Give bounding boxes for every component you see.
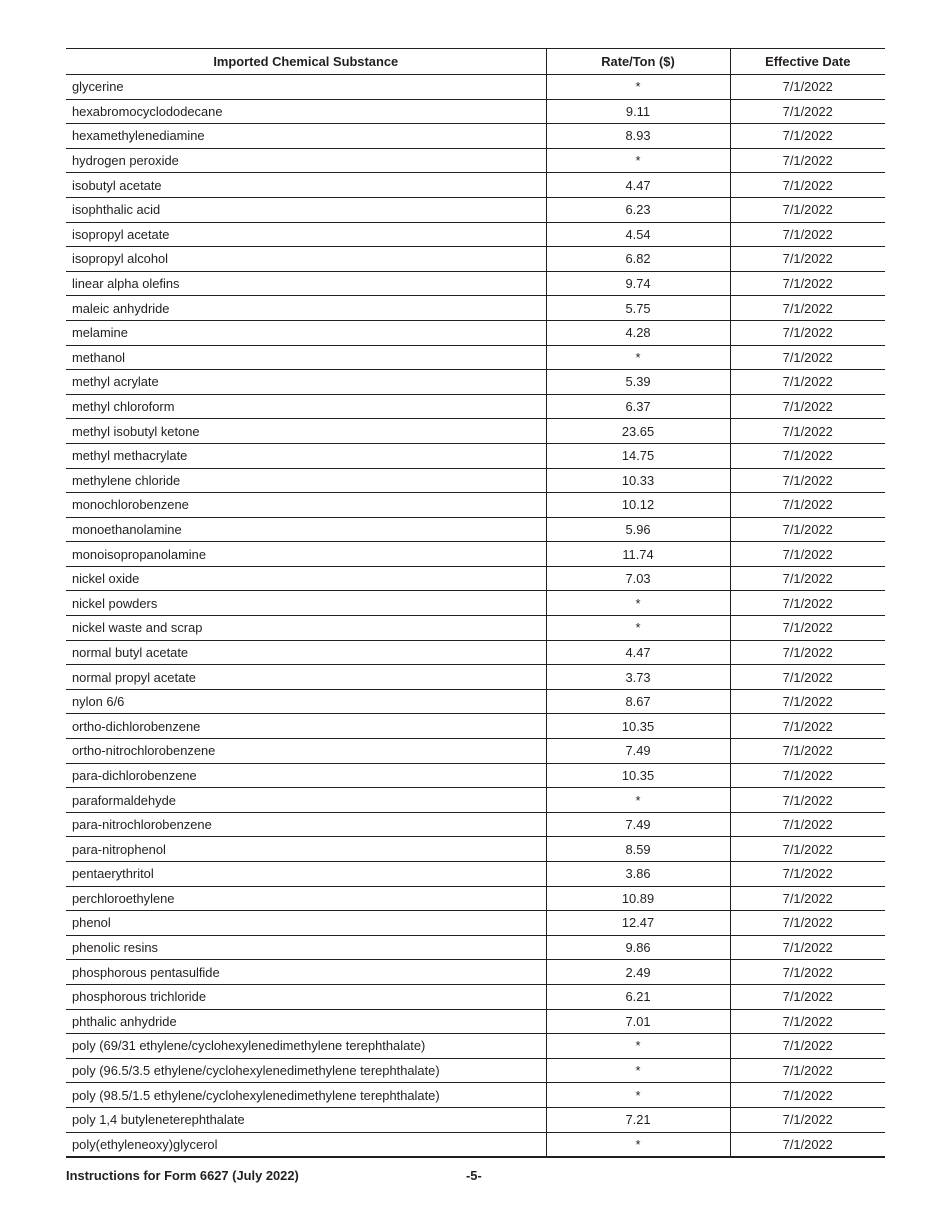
- date-cell: 7/1/2022: [730, 689, 885, 714]
- date-cell: 7/1/2022: [730, 886, 885, 911]
- table-row: [66, 271, 885, 296]
- table-header-row: [66, 49, 885, 75]
- rate-cell: 7.49: [546, 812, 730, 837]
- table-row: [66, 812, 885, 837]
- table-row: [66, 935, 885, 960]
- rate-cell: *: [546, 148, 730, 173]
- date-cell: 7/1/2022: [730, 148, 885, 173]
- substance-cell: poly(ethyleneoxy)glycerol: [66, 1132, 546, 1157]
- table-row: [66, 443, 885, 468]
- substance-cell: ortho-nitrochlorobenzene: [66, 739, 546, 764]
- table-row: [66, 148, 885, 173]
- table-row: [66, 468, 885, 493]
- date-cell: 7/1/2022: [730, 739, 885, 764]
- rate-cell: *: [546, 788, 730, 813]
- table-row: [66, 99, 885, 124]
- rate-cell: *: [546, 345, 730, 370]
- table-body: [66, 75, 885, 1158]
- date-cell: 7/1/2022: [730, 394, 885, 419]
- substance-cell: ortho-dichlorobenzene: [66, 714, 546, 739]
- rate-cell: 10.33: [546, 468, 730, 493]
- table-row: [66, 689, 885, 714]
- date-cell: 7/1/2022: [730, 812, 885, 837]
- rate-cell: 3.73: [546, 665, 730, 690]
- date-cell: 7/1/2022: [730, 247, 885, 272]
- rate-cell: 14.75: [546, 443, 730, 468]
- footer-page-number: -5-: [466, 1168, 482, 1183]
- rate-cell: 23.65: [546, 419, 730, 444]
- rate-cell: *: [546, 1034, 730, 1059]
- date-cell: 7/1/2022: [730, 837, 885, 862]
- substance-cell: methyl acrylate: [66, 370, 546, 395]
- date-cell: 7/1/2022: [730, 911, 885, 936]
- date-cell: 7/1/2022: [730, 763, 885, 788]
- rate-cell: 4.28: [546, 320, 730, 345]
- rate-cell: 7.21: [546, 1107, 730, 1132]
- date-cell: 7/1/2022: [730, 665, 885, 690]
- date-cell: 7/1/2022: [730, 345, 885, 370]
- table-row: [66, 862, 885, 887]
- table-row: [66, 1034, 885, 1059]
- table-row: [66, 566, 885, 591]
- date-cell: 7/1/2022: [730, 862, 885, 887]
- substance-cell: phenolic resins: [66, 935, 546, 960]
- rate-cell: 7.03: [546, 566, 730, 591]
- substance-cell: normal propyl acetate: [66, 665, 546, 690]
- substance-cell: poly (96.5/3.5 ethylene/cyclohexylenedimethylene terephthalate): [66, 1058, 546, 1083]
- substance-cell: para-nitrophenol: [66, 837, 546, 862]
- rate-cell: 8.93: [546, 124, 730, 149]
- table-row: [66, 1083, 885, 1108]
- rate-cell: 5.96: [546, 517, 730, 542]
- date-cell: 7/1/2022: [730, 296, 885, 321]
- substance-cell: nickel waste and scrap: [66, 616, 546, 641]
- date-cell: 7/1/2022: [730, 271, 885, 296]
- date-cell: 7/1/2022: [730, 320, 885, 345]
- rate-cell: 11.74: [546, 542, 730, 567]
- rate-cell: 10.35: [546, 714, 730, 739]
- date-cell: 7/1/2022: [730, 616, 885, 641]
- date-cell: 7/1/2022: [730, 468, 885, 493]
- rate-cell: 2.49: [546, 960, 730, 985]
- rate-cell: 10.12: [546, 493, 730, 518]
- table-row: [66, 665, 885, 690]
- table-row: [66, 197, 885, 222]
- table-row: [66, 763, 885, 788]
- rate-cell: 8.67: [546, 689, 730, 714]
- substance-cell: glycerine: [66, 75, 546, 100]
- rate-cell: 3.86: [546, 862, 730, 887]
- rate-cell: 4.47: [546, 173, 730, 198]
- rate-cell: 10.89: [546, 886, 730, 911]
- date-cell: 7/1/2022: [730, 1034, 885, 1059]
- rate-cell: 9.86: [546, 935, 730, 960]
- table-row: [66, 960, 885, 985]
- substance-cell: monochlorobenzene: [66, 493, 546, 518]
- substance-cell: poly 1,4 butyleneterephthalate: [66, 1107, 546, 1132]
- date-cell: 7/1/2022: [730, 1107, 885, 1132]
- substance-cell: isobutyl acetate: [66, 173, 546, 198]
- footer-form-title: Instructions for Form 6627 (July 2022): [66, 1168, 299, 1183]
- table-row: [66, 173, 885, 198]
- date-cell: 7/1/2022: [730, 1009, 885, 1034]
- table-row: [66, 124, 885, 149]
- substance-cell: monoisopropanolamine: [66, 542, 546, 567]
- date-cell: 7/1/2022: [730, 173, 885, 198]
- table-row: [66, 1107, 885, 1132]
- table-row: [66, 394, 885, 419]
- date-cell: 7/1/2022: [730, 75, 885, 100]
- rate-cell: 9.74: [546, 271, 730, 296]
- substance-cell: isopropyl acetate: [66, 222, 546, 247]
- rate-cell: *: [546, 1132, 730, 1157]
- date-cell: 7/1/2022: [730, 935, 885, 960]
- date-cell: 7/1/2022: [730, 984, 885, 1009]
- date-cell: 7/1/2022: [730, 1083, 885, 1108]
- header-date: Effective Date: [730, 49, 885, 75]
- table-row: [66, 493, 885, 518]
- rate-cell: *: [546, 616, 730, 641]
- date-cell: 7/1/2022: [730, 493, 885, 518]
- rate-cell: 10.35: [546, 763, 730, 788]
- table-row: [66, 788, 885, 813]
- substance-cell: para-dichlorobenzene: [66, 763, 546, 788]
- date-cell: 7/1/2022: [730, 517, 885, 542]
- substance-cell: phosphorous pentasulfide: [66, 960, 546, 985]
- substance-cell: normal butyl acetate: [66, 640, 546, 665]
- substance-cell: poly (69/31 ethylene/cyclohexylenedimethylene terephthalate): [66, 1034, 546, 1059]
- table-row: [66, 640, 885, 665]
- substance-cell: isopropyl alcohol: [66, 247, 546, 272]
- header-rate: Rate/Ton ($): [546, 49, 730, 75]
- date-cell: 7/1/2022: [730, 1058, 885, 1083]
- substance-cell: phosphorous trichloride: [66, 984, 546, 1009]
- rate-cell: 12.47: [546, 911, 730, 936]
- substance-cell: para-nitrochlorobenzene: [66, 812, 546, 837]
- table-row: [66, 984, 885, 1009]
- rate-cell: 6.23: [546, 197, 730, 222]
- table-row: [66, 837, 885, 862]
- date-cell: 7/1/2022: [730, 370, 885, 395]
- table-row: [66, 222, 885, 247]
- substance-cell: phthalic anhydride: [66, 1009, 546, 1034]
- substance-cell: nylon 6/6: [66, 689, 546, 714]
- substance-cell: poly (98.5/1.5 ethylene/cyclohexylenedimethylene terephthalate): [66, 1083, 546, 1108]
- table-row: [66, 517, 885, 542]
- chemical-rate-table: [66, 48, 885, 1158]
- date-cell: 7/1/2022: [730, 222, 885, 247]
- table-row: [66, 1132, 885, 1157]
- table-row: [66, 75, 885, 100]
- rate-cell: *: [546, 75, 730, 100]
- substance-cell: phenol: [66, 911, 546, 936]
- substance-cell: methyl chloroform: [66, 394, 546, 419]
- substance-cell: nickel powders: [66, 591, 546, 616]
- substance-cell: hexamethylenediamine: [66, 124, 546, 149]
- rate-cell: 7.01: [546, 1009, 730, 1034]
- substance-cell: perchloroethylene: [66, 886, 546, 911]
- date-cell: 7/1/2022: [730, 419, 885, 444]
- table-row: [66, 911, 885, 936]
- rate-cell: 7.49: [546, 739, 730, 764]
- rate-cell: 8.59: [546, 837, 730, 862]
- date-cell: 7/1/2022: [730, 124, 885, 149]
- table-row: [66, 320, 885, 345]
- rate-cell: 5.39: [546, 370, 730, 395]
- substance-cell: methylene chloride: [66, 468, 546, 493]
- date-cell: 7/1/2022: [730, 443, 885, 468]
- date-cell: 7/1/2022: [730, 640, 885, 665]
- table-row: [66, 296, 885, 321]
- table-row: [66, 419, 885, 444]
- date-cell: 7/1/2022: [730, 960, 885, 985]
- substance-cell: methyl isobutyl ketone: [66, 419, 546, 444]
- substance-cell: paraformaldehyde: [66, 788, 546, 813]
- date-cell: 7/1/2022: [730, 99, 885, 124]
- substance-cell: nickel oxide: [66, 566, 546, 591]
- rate-cell: 6.21: [546, 984, 730, 1009]
- table-row: [66, 714, 885, 739]
- date-cell: 7/1/2022: [730, 788, 885, 813]
- rate-cell: *: [546, 1058, 730, 1083]
- substance-cell: melamine: [66, 320, 546, 345]
- table-row: [66, 247, 885, 272]
- table-row: [66, 345, 885, 370]
- table-row: [66, 542, 885, 567]
- rate-cell: 6.37: [546, 394, 730, 419]
- substance-cell: methanol: [66, 345, 546, 370]
- table-row: [66, 886, 885, 911]
- table-row: [66, 591, 885, 616]
- date-cell: 7/1/2022: [730, 714, 885, 739]
- substance-cell: isophthalic acid: [66, 197, 546, 222]
- rate-cell: 9.11: [546, 99, 730, 124]
- date-cell: 7/1/2022: [730, 197, 885, 222]
- substance-cell: maleic anhydride: [66, 296, 546, 321]
- date-cell: 7/1/2022: [730, 542, 885, 567]
- rate-cell: 5.75: [546, 296, 730, 321]
- rate-cell: 6.82: [546, 247, 730, 272]
- table-row: [66, 1009, 885, 1034]
- rate-cell: *: [546, 1083, 730, 1108]
- table-row: [66, 370, 885, 395]
- date-cell: 7/1/2022: [730, 1132, 885, 1157]
- date-cell: 7/1/2022: [730, 591, 885, 616]
- rate-cell: 4.47: [546, 640, 730, 665]
- table-row: [66, 1058, 885, 1083]
- rate-cell: 4.54: [546, 222, 730, 247]
- substance-cell: pentaerythritol: [66, 862, 546, 887]
- header-substance: Imported Chemical Substance: [66, 49, 546, 75]
- substance-cell: linear alpha olefins: [66, 271, 546, 296]
- date-cell: 7/1/2022: [730, 566, 885, 591]
- substance-cell: monoethanolamine: [66, 517, 546, 542]
- substance-cell: hexabromocyclododecane: [66, 99, 546, 124]
- substance-cell: hydrogen peroxide: [66, 148, 546, 173]
- table-row: [66, 739, 885, 764]
- rate-cell: *: [546, 591, 730, 616]
- table-row: [66, 616, 885, 641]
- substance-cell: methyl methacrylate: [66, 443, 546, 468]
